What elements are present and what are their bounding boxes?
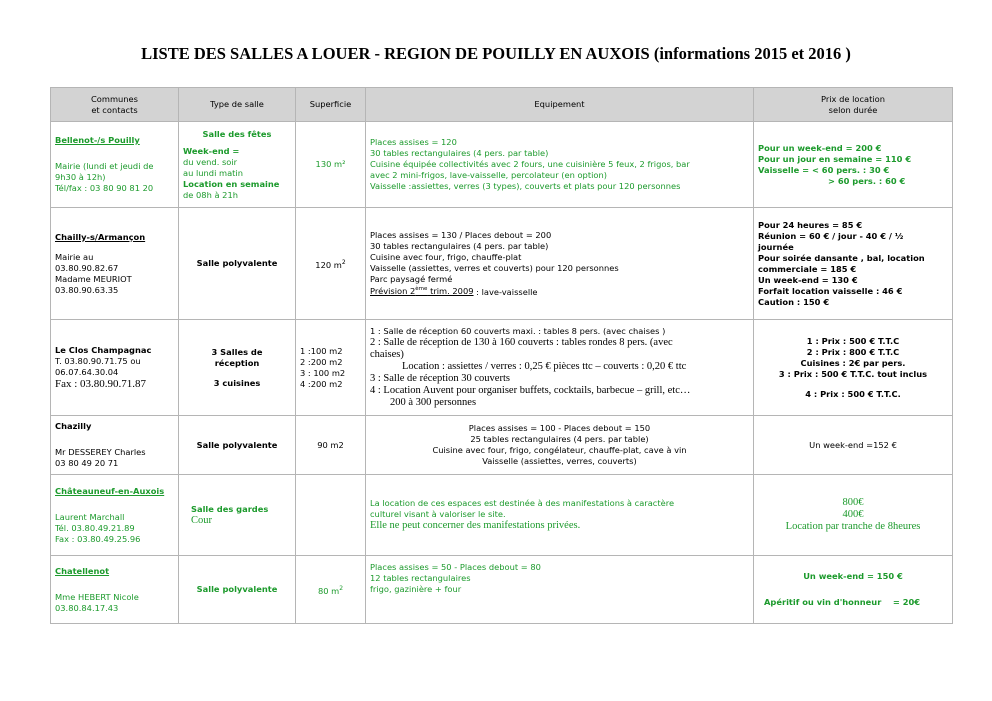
table-row	[51, 416, 953, 475]
commune-name: Châteauneuf-en-Auxois	[55, 485, 165, 496]
rooms-table	[50, 87, 953, 624]
prix-cell: Un week-end = 150 € Apéritif ou vin d'honneur = 20€	[754, 556, 953, 624]
superficie-cell: 1 :100 m2 2 :200 m2 3 : 100 m2 4 :200 m2	[296, 320, 366, 416]
commune-cell: Châteauneuf-en-Auxois Laurent Marchall Tél. 03.80.49.21.89 Fax : 03.80.49.25.96	[51, 475, 179, 556]
header-superficie: Superficie	[296, 88, 366, 122]
prix-cell: Pour 24 heures = 85 € Réunion = 60 € / jour - 40 € / ½ journée Pour soirée dansante , bal, location commerciale = 185 € Un week-end = 130 € Forfait location vaisselle : 46 € Caution : 150 €	[754, 208, 953, 320]
type-cell: Salle des gardes Cour	[179, 475, 296, 556]
superficie-cell: 120 $m^2$	[296, 208, 366, 320]
prix-cell: Un week-end =152 €	[754, 416, 953, 475]
header-equipement: Equipement	[366, 88, 754, 122]
equipement-cell: La location de ces espaces est destinée à des manifestations à caractère culturel visant à valoriser le site. Elle ne peut concerner des manifestations privées.	[366, 475, 754, 556]
commune-cell: Chailly-s/Armançon Mairie au 03.80.90.82.67 Madame MEURIOT 03.80.90.63.35	[51, 208, 179, 320]
commune-cell: Bellenot-/s Pouilly Mairie (lundi et jeudi de 9h30 à 12h) Tél/fax : 03 80 90 81 20	[51, 122, 179, 208]
equipement-cell: Places assises = 100 - Places debout = 150 25 tables rectangulaires (4 pers. par table) Cuisine avec four, frigo, congélateur, chauffe-plat, cave à vin Vaisselle (assiettes, verres, couverts)	[366, 416, 754, 475]
header-prix: Prix de location selon durée	[754, 88, 953, 122]
commune-name: Bellenot-/s Pouilly	[55, 135, 140, 145]
superficie-cell	[296, 475, 366, 556]
type-cell: Salle polyvalente	[179, 208, 296, 320]
table-row	[51, 208, 953, 320]
table-row	[51, 320, 953, 416]
superficie-cell: 80 $m^2$	[296, 556, 366, 624]
equipement-cell: Places assises = 50 - Places debout = 80 12 tables rectangulaires frigo, gazinière + four	[366, 556, 754, 624]
type-cell: 3 Salles de réception 3 cuisines	[179, 320, 296, 416]
commune-name: Chatellenot	[55, 565, 110, 576]
table-row	[51, 122, 953, 208]
commune-name: Le Clos Champagnac	[55, 345, 152, 355]
equipement-cell: Places assises = 120 30 tables rectangulaires (4 pers. par table) Cuisine équipée collectivités avec 2 fours, une cuisinière 5 feux, 2 frigos, bar avec 2 mini-frigos, lave-vaisselle, percolateur (en option) Vaisselle :assiettes, verres (3 types), couverts et plats pour 120 personnes	[366, 122, 754, 208]
superficie-cell: 130 m²	[296, 122, 366, 208]
type-cell: Salle des fêtes Week-end = du vend. soir au lundi matin Location en semaine de 08h à 21h	[179, 122, 296, 208]
type-cell: Salle polyvalente	[179, 416, 296, 475]
equipement-cell: 1 : Salle de réception 60 couverts maxi. : tables 8 pers. (avec chaises ) 2 : Salle de réception de 130 à 160 couverts : tables rondes 8 pers. (avec chaises) Location : assiettes / verres : 0,25 € pièces ttc – couverts : 0,20 € ttc 3 : Salle de réception 30 couverts 4 : Location Auvent pour organiser buffets, cocktails, barbecue – grill, etc… 200 à 300 personnes	[366, 320, 754, 416]
header-communes: Communes et contacts	[51, 88, 179, 122]
table-row	[51, 556, 953, 624]
commune-name: Chailly-s/Armançon	[55, 231, 146, 242]
header-type: Type de salle	[179, 88, 296, 122]
type-cell: Salle polyvalente	[179, 556, 296, 624]
prix-cell: Pour un week-end = 200 € Pour un jour en semaine = 110 € Vaisselle = < 60 pers. : 30 € > 60 pers. : 60 €	[754, 122, 953, 208]
table-header-row	[51, 88, 953, 122]
commune-cell: Chazilly Mr DESSEREY Charles 03 80 49 20 71	[51, 416, 179, 475]
table-row	[51, 475, 953, 556]
superficie-cell: 90 m2	[296, 416, 366, 475]
page-title: LISTE DES SALLES A LOUER - REGION DE POUILLY EN AUXOIS (informations 2015 et 2016 )	[141, 44, 851, 63]
prix-cell: 1 : Prix : 500 € T.T.C 2 : Prix : 800 € T.T.C Cuisines : 2€ par pers. 3 : Prix : 500 € T.T.C. tout inclus 4 : Prix : 500 € T.T.C.	[754, 320, 953, 416]
commune-cell: Le Clos Champagnac T. 03.80.90.71.75 ou 06.07.64.30.04 Fax : 03.80.90.71.87	[51, 320, 179, 416]
commune-cell: Chatellenot Mme HEBERT Nicole 03.80.84.17.43	[51, 556, 179, 624]
equipement-cell: Places assises = 130 / Places debout = 200 30 tables rectangulaires (4 pers. par table) Cuisine avec four, frigo, chauffe-plat Vaisselle (assiettes, verres et couverts) pour 120 personnes Parc paysagé fermé Prévision 2ème trim. 2009 : lave-vaisselle	[366, 208, 754, 320]
commune-name: Chazilly	[55, 421, 92, 431]
prix-cell: 800€ 400€ Location par tranche de 8heures	[754, 475, 953, 556]
